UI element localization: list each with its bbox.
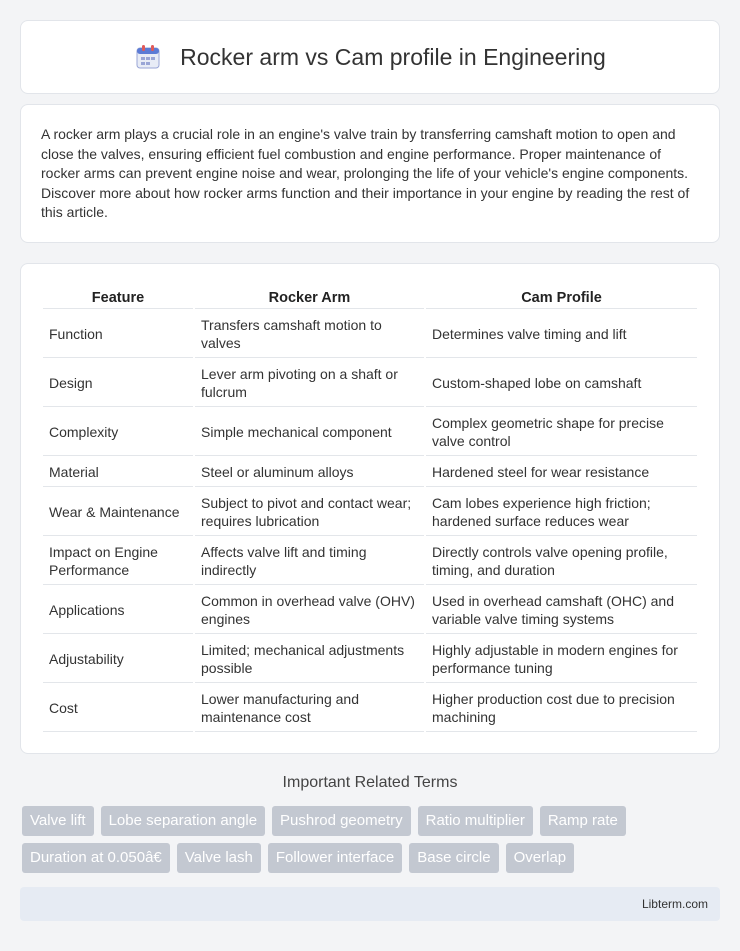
- header-cam-profile: Cam Profile: [426, 286, 697, 309]
- row-feature: Wear & Maintenance: [43, 489, 193, 536]
- row-feature: Cost: [43, 685, 193, 732]
- row-rocker-arm: Common in overhead valve (OHV) engines: [195, 587, 424, 634]
- row-rocker-arm: Affects valve lift and timing indirectly: [195, 538, 424, 585]
- intro-card: [20, 104, 720, 243]
- table-row: [43, 685, 697, 732]
- term-tag[interactable]: Lobe separation angle: [101, 806, 265, 836]
- row-rocker-arm: Simple mechanical component: [195, 409, 424, 456]
- footer: [20, 887, 720, 921]
- row-cam-profile: Higher production cost due to precision machining: [426, 685, 697, 732]
- table-row: [43, 587, 697, 634]
- row-feature: Impact on Engine Performance: [43, 538, 193, 585]
- header-feature: Feature: [43, 286, 193, 309]
- row-cam-profile: Highly adjustable in modern engines for performance tuning: [426, 636, 697, 683]
- row-rocker-arm: Lever arm pivoting on a shaft or fulcrum: [195, 360, 424, 407]
- table-row: [43, 636, 697, 683]
- row-cam-profile: Used in overhead camshaft (OHC) and variable valve timing systems: [426, 587, 697, 634]
- row-feature: Material: [43, 458, 193, 487]
- row-feature: Applications: [43, 587, 193, 634]
- table-row: [43, 409, 697, 456]
- term-tag[interactable]: Overlap: [506, 843, 575, 873]
- calendar-icon: [134, 43, 162, 71]
- term-tag[interactable]: Valve lash: [177, 843, 261, 873]
- term-tag[interactable]: Ramp rate: [540, 806, 626, 836]
- row-cam-profile: Complex geometric shape for precise valve control: [426, 409, 697, 456]
- term-tag[interactable]: Pushrod geometry: [272, 806, 411, 836]
- header: [134, 43, 606, 71]
- row-rocker-arm: Limited; mechanical adjustments possible: [195, 636, 424, 683]
- header-card: [20, 20, 720, 94]
- related-terms-title: Important Related Terms: [282, 774, 458, 791]
- table-header-row: [43, 286, 697, 309]
- intro-paragraph: A rocker arm plays a crucial role in an engine's valve train by transferring camshaft motion to open and close the valves, ensuring efficient fuel combustion and engine performance. Proper maintenance of rocker arms can prevent engine noise and wear, prolonging the life of your vehicle's engine components. Discover more about how rocker arms function and their importance in your engine by reading the rest of this article.: [41, 126, 690, 221]
- term-tag[interactable]: Duration at 0.050â€: [22, 843, 170, 873]
- row-rocker-arm: Subject to pivot and contact wear; requires lubrication: [195, 489, 424, 536]
- footer-site-link[interactable]: Libterm.com: [641, 897, 708, 911]
- row-feature: Design: [43, 360, 193, 407]
- row-cam-profile: Cam lobes experience high friction; hardened surface reduces wear: [426, 489, 697, 536]
- row-rocker-arm: Transfers camshaft motion to valves: [195, 311, 424, 358]
- row-cam-profile: Determines valve timing and lift: [426, 311, 697, 358]
- row-cam-profile: Hardened steel for wear resistance: [426, 458, 697, 487]
- table-row: [43, 458, 697, 487]
- related-terms-list: [22, 806, 722, 873]
- table-row: [43, 538, 697, 585]
- term-tag[interactable]: Follower interface: [268, 843, 402, 873]
- row-cam-profile: Custom-shaped lobe on camshaft: [426, 360, 697, 407]
- comparison-table: [41, 284, 699, 734]
- row-rocker-arm: Steel or aluminum alloys: [195, 458, 424, 487]
- header-rocker-arm: Rocker Arm: [195, 286, 424, 309]
- row-rocker-arm: Lower manufacturing and maintenance cost: [195, 685, 424, 732]
- comparison-card: [20, 263, 720, 754]
- table-row: [43, 311, 697, 358]
- row-feature: Adjustability: [43, 636, 193, 683]
- row-feature: Complexity: [43, 409, 193, 456]
- row-cam-profile: Directly controls valve opening profile, timing, and duration: [426, 538, 697, 585]
- term-tag[interactable]: Base circle: [409, 843, 498, 873]
- term-tag[interactable]: Valve lift: [22, 806, 94, 836]
- table-row: [43, 489, 697, 536]
- term-tag[interactable]: Ratio multiplier: [418, 806, 533, 836]
- row-feature: Function: [43, 311, 193, 358]
- table-row: [43, 360, 697, 407]
- page-title: Rocker arm vs Cam profile in Engineering: [180, 43, 606, 70]
